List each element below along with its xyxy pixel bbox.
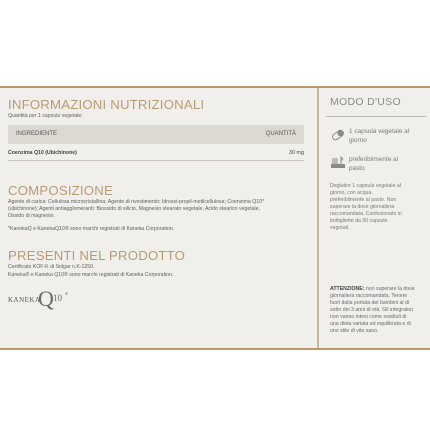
usage-title: MODO D'USO bbox=[330, 96, 401, 108]
composition-line-1: Agente di carica: Cellulosa microcristallina; Agente di rivestimento: Idrossi-propil-metilcellulosa; Coenzima Q10* bbox=[8, 199, 265, 205]
top-gold-border bbox=[0, 86, 430, 88]
usage-rule bbox=[326, 116, 426, 117]
kaneka-q10-logo bbox=[8, 284, 78, 310]
present-cert: Certificato KOF-K di Solgar n.K-1250. bbox=[8, 264, 95, 270]
nutrition-per: Quantità per 1 capsula vegetale: bbox=[8, 113, 83, 119]
svg-text:KANEKA: KANEKA bbox=[8, 296, 41, 304]
usage-item-1: 1 capsula vegetale al giorno bbox=[349, 128, 410, 144]
present-title: PRESENTI NEL PRODOTTO bbox=[8, 248, 186, 263]
svg-text:®: ® bbox=[65, 291, 68, 296]
composition-line-3: Ossido di magnesio. bbox=[8, 213, 55, 219]
warning-label: ATTENZIONE: bbox=[330, 286, 365, 292]
capsule-icon bbox=[330, 127, 346, 143]
nutrition-title: INFORMAZIONI NUTRIZIONALI bbox=[8, 97, 205, 112]
svg-text:Q: Q bbox=[38, 286, 54, 310]
warning-text: ATTENZIONE: non superare la dose giornaliera raccomandata. Tenere fuori dalla portata dei bambini al di sotto dei 3 anni di età. Gli integratori non vanno intesi come sostituti di una dieta variata ed equilibrata e di uno stile di vita sano. bbox=[330, 286, 415, 334]
svg-text:10: 10 bbox=[53, 293, 62, 303]
present-trademark: Kaneka® e Kaneka Q10® sono marchi registrati di Kaneka Corporation. bbox=[8, 272, 174, 278]
bottom-gold-border bbox=[0, 348, 430, 350]
usage-item-2: preferibilmente al pasto bbox=[349, 156, 399, 172]
composition-title: COMPOSIZIONE bbox=[8, 183, 113, 198]
nutrition-table-header bbox=[8, 125, 304, 144]
col-ingredient: INGREDIENTE bbox=[16, 131, 58, 137]
row-quantity: 30 mg bbox=[289, 150, 304, 156]
row-ingredient: Coenzima Q10 (Ubichinone) bbox=[8, 150, 77, 156]
column-divider bbox=[317, 88, 319, 348]
usage-paragraph: Deglutire 1 capsula vegetale al giorno, con acqua, preferibilmente al pasto. Non superare la dose giornaliera raccomandata. Confezionato in bottigliette da 30 capsule vegetali. bbox=[330, 183, 402, 231]
cutlery-plate-icon bbox=[330, 154, 346, 170]
composition-line-2: (ubichinone); Agenti antiagglomeranti: Biossido di silicio, Magnesio stearato vegetale, Acido stearico vegetale, bbox=[8, 206, 261, 212]
table-divider bbox=[8, 160, 304, 161]
composition-trademark: *KanekaQ e KanekaQ10® sono marchi registrati di Kaneka Corporation. bbox=[8, 226, 175, 232]
col-quantity: QUANTITÀ bbox=[265, 131, 296, 137]
table-row bbox=[8, 148, 304, 158]
